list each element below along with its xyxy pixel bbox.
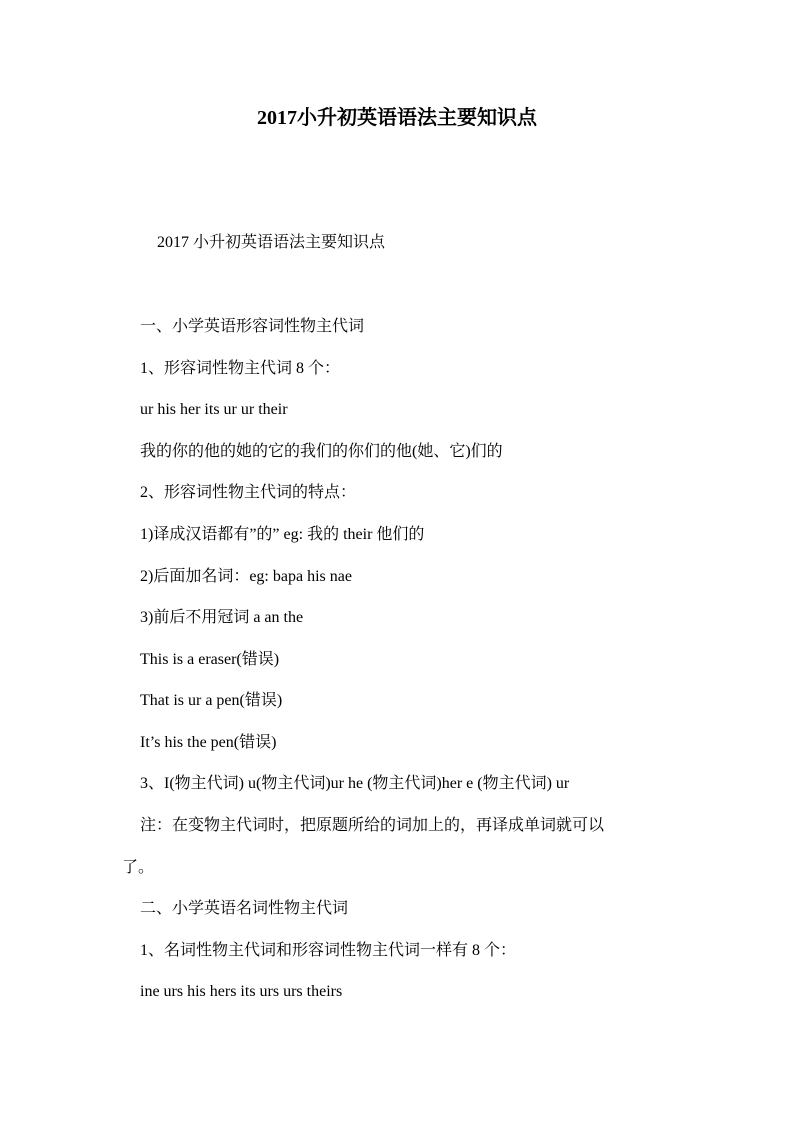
paragraph-line: 2)后面加名词：eg: bapa his nae [140, 568, 352, 585]
paragraph-line: It’s his the pen(错误) [140, 734, 277, 751]
note-line: 注：在变物主代词时，把原题所给的词加上的，再译成单词就可以 [140, 817, 605, 834]
paragraph-line: That is ur a pen(错误) [140, 692, 283, 709]
paragraph-line: 3、I(物主代词) u(物主代词)ur he (物主代词)her e (物主代词) ur [140, 775, 570, 792]
paragraph-line: ine urs his hers its urs urs theirs [140, 983, 343, 1000]
note-line-continued: 了。 [122, 859, 155, 876]
section-heading-noun-possessive: 二、小学英语名词性物主代词 [140, 900, 349, 917]
paragraph-line: 1)译成汉语都有”的” eg: 我的 their 他们的 [140, 526, 425, 543]
paragraph-line: 3)前后不用冠词 a an the [140, 609, 304, 626]
paragraph-line: 2、形容词性物主代词的特点： [140, 484, 357, 501]
paragraph-line: 我的你的他的她的它的我们的你们的他(她、它)们的 [140, 443, 503, 460]
section-heading-adjective-possessive: 一、小学英语形容词性物主代词 [140, 318, 365, 335]
document-title: 2017小升初英语语法主要知识点 [257, 107, 537, 129]
document-subtitle: 2017 小升初英语语法主要知识点 [157, 234, 386, 251]
paragraph-line: 1、形容词性物主代词 8 个： [140, 360, 341, 377]
paragraph-line: This is a eraser(错误) [140, 651, 280, 668]
paragraph-line: 1、名词性物主代词和形容词性物主代词一样有 8 个： [140, 942, 517, 959]
paragraph-line: ur his her its ur ur their [140, 401, 288, 418]
